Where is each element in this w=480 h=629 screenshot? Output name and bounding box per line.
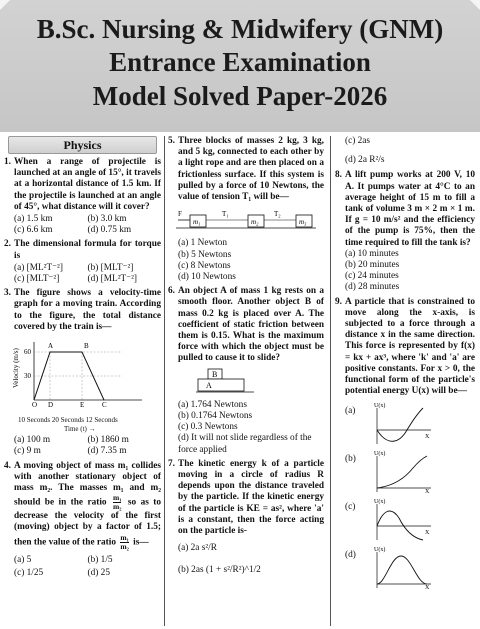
question-number: 9. bbox=[335, 296, 342, 307]
option-d: (d) bbox=[345, 550, 356, 561]
x-label: X bbox=[425, 434, 430, 441]
option-a: (a) 1 Newton bbox=[178, 238, 228, 249]
column-3 bbox=[335, 136, 475, 592]
option-c: (c) 1/25 bbox=[14, 567, 44, 578]
curve-c bbox=[377, 511, 423, 540]
option-b: (b) [MLT⁻²] bbox=[87, 262, 134, 273]
graph-option-d bbox=[373, 544, 433, 590]
question-5 bbox=[168, 136, 324, 283]
question-text: When a range of projectile is launched at an angle of 15°, it travels at a horizontal distance of 1.5 km. If the projectile is launched at an angle of 45°, what distance will it cover? bbox=[14, 157, 161, 212]
option-c: (c) bbox=[345, 502, 356, 513]
question-number: 6. bbox=[168, 286, 175, 297]
option-b: (b) bbox=[345, 454, 356, 465]
option-d-row bbox=[335, 544, 475, 592]
title-line-3: Model Solved Paper-2026 bbox=[92, 81, 388, 111]
question-text: A moving object of mass m₁ collides with another stationary object of mass m₂. The masses m₁ and m₂ should be in the ratio bbox=[14, 460, 161, 508]
q7-option-c: (c) 2as bbox=[345, 136, 371, 146]
option-c: (c) 6.6 km bbox=[14, 225, 53, 236]
column-2 bbox=[168, 136, 324, 576]
block-a bbox=[198, 379, 244, 391]
column-1 bbox=[4, 136, 161, 580]
question-number: 5. bbox=[168, 136, 175, 146]
point-a: A bbox=[48, 342, 54, 351]
option-d: (d) 28 minutes bbox=[345, 282, 400, 293]
point-c: C bbox=[102, 401, 107, 410]
curve-a bbox=[377, 408, 423, 441]
curve-b bbox=[377, 456, 427, 488]
option-c: (c) 9 m bbox=[14, 446, 41, 457]
label-m2: m₂ bbox=[251, 218, 259, 227]
question-2 bbox=[4, 239, 161, 285]
option-d: (d) It will not slide regardless of the force applied bbox=[178, 433, 312, 455]
question-text-3: of the first (moving) object by a factor of 1.5; then the value of the ratio bbox=[14, 511, 161, 548]
option-b: (b) 2as (1 + s²/R²)^1/2 bbox=[178, 564, 261, 575]
title-banner bbox=[0, 0, 480, 132]
question-9 bbox=[335, 297, 475, 593]
tick-60: 60 bbox=[24, 348, 31, 357]
fraction-numerator: m₁ bbox=[120, 532, 129, 542]
option-d: (d) 10 Newtons bbox=[178, 272, 236, 283]
option-d: (d) [ML²T⁻²] bbox=[87, 274, 137, 285]
u-label: U(x) bbox=[374, 403, 386, 410]
question-text: The kinetic energy k of a particle moving in a circle of radius R depends upon the distance traveled by the particle. If the kinetic energy of the particle is KE = as², where 'a' is a constant, then the force acting on the particle is- bbox=[178, 458, 324, 537]
corner-fold-left bbox=[0, 0, 10, 10]
mass-ratio-fraction bbox=[113, 494, 122, 511]
graph-ylabel: Velocity (m/s) bbox=[12, 348, 20, 389]
question-3 bbox=[4, 288, 161, 457]
option-c-row bbox=[335, 496, 475, 544]
option-a: (a) 1.5 km bbox=[14, 214, 53, 225]
question-6 bbox=[168, 286, 324, 456]
question-8 bbox=[335, 170, 475, 293]
option-b: (b) 5 Newtons bbox=[178, 249, 232, 260]
question-number: 8. bbox=[335, 170, 342, 181]
stacked-blocks-diagram bbox=[196, 368, 256, 394]
curve-d bbox=[377, 556, 427, 584]
graph-option-a bbox=[373, 400, 433, 446]
label-t2: T₂ bbox=[274, 210, 281, 219]
graph-xticks: 10 Seconds 20 Seconds 12 Seconds bbox=[18, 416, 118, 425]
question-text: The dimensional formula for torque is bbox=[14, 239, 161, 261]
option-b: (b) 3.0 km bbox=[87, 214, 127, 225]
x-label: X bbox=[425, 530, 430, 537]
label-b: B bbox=[212, 369, 218, 379]
corner-fold-right bbox=[470, 0, 480, 10]
point-d: D bbox=[48, 401, 54, 410]
subject-heading: Physics bbox=[8, 136, 157, 154]
question-7 bbox=[168, 459, 324, 576]
column-divider-1 bbox=[164, 136, 165, 626]
option-a: (a) 10 minutes bbox=[345, 248, 399, 259]
question-number: 1. bbox=[4, 157, 11, 167]
option-d: (d) 7.35 m bbox=[87, 446, 127, 457]
question-text: A particle that is constrained to move along the x-axis, is subjected to a force through a distance x in the same direction. This force is represented by f(x) = kx + ax³, where 'k' and 'a' are positive constants. For x > 0, the functional form of the particle's potential energy U(x) will be— bbox=[345, 296, 475, 397]
question-4 bbox=[4, 461, 161, 580]
title-line-2: Entrance Examination bbox=[109, 47, 371, 77]
label-a: A bbox=[206, 380, 212, 390]
x-label: X bbox=[425, 585, 430, 591]
question-text: An object A of mass 1 kg rests on a smooth floor. Another object B of mass 0.2 kg is placed over A. The coefficient of static friction between them is 0.15. What is the maximum force with which the object must be pulled to cause it to slide? bbox=[178, 286, 324, 364]
column-divider-2 bbox=[330, 136, 331, 626]
graph-option-c bbox=[373, 496, 433, 542]
graph-xlabel: Time (t) → bbox=[64, 425, 96, 434]
point-b: B bbox=[84, 342, 89, 351]
option-c: (c) 0.3 Newtons bbox=[178, 422, 238, 433]
question-1 bbox=[4, 157, 161, 236]
blocks-diagram bbox=[176, 206, 316, 232]
option-a: (a) 1.764 Newtons bbox=[178, 399, 247, 410]
option-c: (c) [MLT⁻²] bbox=[14, 274, 60, 285]
option-a: (a) 5 bbox=[14, 554, 32, 565]
option-a: (a) bbox=[345, 406, 356, 417]
question-number: 7. bbox=[168, 458, 175, 469]
mass-ratio-fraction-2 bbox=[120, 534, 129, 551]
fraction-denominator: m₂ bbox=[120, 541, 129, 551]
option-d: (d) 0.75 km bbox=[87, 225, 132, 236]
question-number: 3. bbox=[4, 288, 11, 299]
graph-option-b bbox=[373, 448, 433, 494]
u-label: U(x) bbox=[374, 499, 386, 506]
x-label: X bbox=[425, 489, 430, 495]
option-a: (a) [ML²T⁻²] bbox=[14, 262, 63, 273]
option-b: (b) 0.1764 Newtons bbox=[178, 411, 253, 422]
option-a-row bbox=[335, 400, 475, 448]
option-c: (c) 8 Newtons bbox=[178, 260, 231, 271]
label-t1: T₁ bbox=[222, 210, 229, 219]
fraction-denominator: m₂ bbox=[112, 502, 122, 512]
question-number: 2. bbox=[4, 239, 11, 250]
option-b: (b) 1860 m bbox=[87, 435, 129, 446]
label-m1: m₁ bbox=[193, 218, 201, 227]
label-m3: m₃ bbox=[299, 218, 307, 227]
title-line-1: B.Sc. Nursing & Midwifery (GNM) bbox=[36, 14, 444, 44]
u-label: U(x) bbox=[374, 547, 386, 554]
option-a: (a) 100 m bbox=[14, 435, 51, 446]
label-force: F bbox=[178, 210, 182, 219]
option-b: (b) 20 minutes bbox=[345, 260, 400, 271]
option-b: (b) 1/5 bbox=[87, 554, 113, 565]
question-text-4: is— bbox=[133, 537, 149, 548]
velocity-time-graph bbox=[12, 336, 152, 418]
question-text: A lift pump works at 200 V, 10 A. It pumps water at 4°C to an average height of 15 m to fill a tank of volume 3 m × 2 m × 1 m. If g = 10 m/s² and the efficiency of the pump is 75%, then the time required to fill the tank is? bbox=[345, 170, 475, 248]
option-b-row bbox=[335, 448, 475, 496]
q7-option-d: (d) 2a R²/s bbox=[345, 155, 385, 166]
point-e: E bbox=[80, 401, 85, 410]
option-a: (a) 2a s²/R bbox=[178, 543, 217, 554]
fraction-numerator: m₁ bbox=[112, 493, 122, 503]
question-number: 4. bbox=[4, 460, 11, 471]
question-text-2: so as to decrease the velocity bbox=[14, 497, 162, 522]
tick-30: 30 bbox=[24, 372, 31, 381]
option-c: (c) 24 minutes bbox=[345, 271, 399, 282]
question-text: The figure shows a velocity-time graph for a moving train. According to the figure, the total distance covered by the train is— bbox=[14, 288, 161, 332]
option-d: (d) 25 bbox=[87, 567, 110, 578]
point-o: O bbox=[32, 401, 38, 410]
question-text: Three blocks of masses 2 kg, 3 kg, and 5 kg, connected to each other by a light rope and are then placed on a frictionless surface. If this system is pulled by a force of 10 Newtons, the value of tension T₁ will be— bbox=[178, 136, 324, 203]
u-label: U(x) bbox=[374, 451, 386, 458]
